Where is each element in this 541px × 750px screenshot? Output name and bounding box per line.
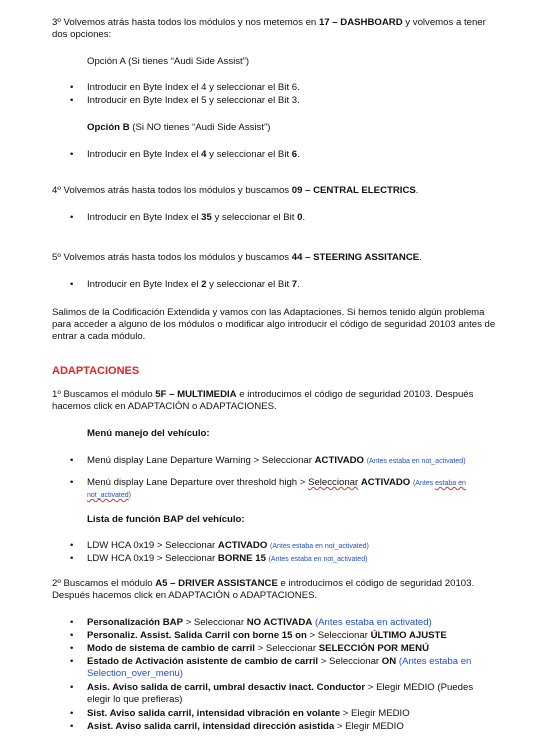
list-item: • Introducir en Byte Index el 35 y seleccionar el Bit 0. [70, 212, 306, 223]
step3-paragraph [52, 17, 497, 41]
bullet-icon: • [70, 630, 74, 641]
list-item: • Introducir en Byte Index el 5 y seleccionar el Bit 3. [70, 95, 300, 106]
module-name: 09 – CENTRAL ELECTRICS [291, 185, 416, 196]
list-item: • Personalización BAP > Seleccionar NO ACTIVADA (Antes estaba en activated) [70, 617, 432, 628]
bullet-icon: • [70, 212, 74, 223]
step5-paragraph: 5º Volvemos atrás hasta todos los módulos y buscamos 44 – STEERING ASSITANCE. [52, 252, 422, 263]
bullet-icon: • [70, 95, 74, 106]
list-item: • Introducir en Byte Index el 4 y seleccionar el Bit 6. [70, 82, 300, 93]
list-item: • Personaliz. Assist. Salida Carril con borne 15 on > Seleccionar ÚLTIMO AJUSTE [70, 630, 447, 641]
text: y volvemos a tener dos opciones: [52, 17, 486, 40]
subheading: Menú manejo del vehículo: [87, 428, 210, 439]
bullet-icon: • [70, 708, 74, 719]
adapt-step1-paragraph: 1º Buscamos el módulo 5F – MULTIMEDIA e introducimos el código de seguridad 20103. Después hacemos click en ADAPTACIÓN o ADAPTACIONES. [52, 389, 474, 412]
bullet-icon: • [70, 617, 74, 628]
bullet-icon: • [70, 82, 74, 93]
bullet-icon: • [70, 279, 74, 290]
bullet-icon: • [70, 455, 74, 466]
bullet-icon: • [70, 553, 74, 564]
bullet-icon: • [70, 656, 74, 667]
module-name: 44 – STEERING ASSITANCE [291, 252, 420, 263]
text: 3º Volvemos atrás hasta todos los módulos y nos metemos en [52, 17, 319, 28]
list-item: • LDW HCA 0x19 > Seleccionar BORNE 15 (Antes estaba en not_activated) [70, 553, 368, 564]
subheading: Lista de función BAP del vehículo: [87, 514, 245, 525]
list-item: • LDW HCA 0x19 > Seleccionar ACTIVADO (Antes estaba en not_activated) [70, 540, 369, 551]
bullet-icon: • [70, 643, 74, 654]
module-name: A5 – DRIVER ASSISTANCE [155, 578, 278, 589]
closing-paragraph: Salimos de la Codificación Extendida y vamos con las Adaptaciones. Si hemos tenido algún problema para acceder a alguno de los módulos o modificar algo introducir el código de seguridad 20103 antes de entrar a cada módulo. [52, 307, 496, 342]
list-item: • Estado de Activación asistente de cambio de carril > Seleccionar ON (Antes estaba en Selection_over_menu) [70, 656, 472, 679]
adapt-step2-paragraph: 2º Buscamos el módulo A5 – DRIVER ASSISTANCE e introducimos el código de seguridad 20103. Después hacemos click en ADAPTACIÓN o ADAPTACIONES. [52, 578, 475, 601]
list-item: • Menú display Lane Departure Warning > Seleccionar ACTIVADO (Antes estaba en not_activated) [70, 455, 466, 466]
bullet-icon: • [70, 149, 74, 160]
list-item: • Sist. Aviso salida carril, intensidad vibración en volante > Elegir MEDIO [70, 708, 410, 719]
section-heading: ADAPTACIONES [52, 365, 140, 377]
option-b-title: Opción B (Si NO tienes “Audi Side Assist”) [87, 122, 271, 133]
option-a-title: Opción A (Si tienes “Audi Side Assist”) [87, 56, 250, 67]
step4-paragraph: 4º Volvemos atrás hasta todos los módulos y buscamos 09 – CENTRAL ELECTRICS. [52, 185, 419, 196]
list-item: • Asis. Aviso salida de carril, umbral desactiv inact. Conductor > Elegir MEDIO (Puedes elegir lo que prefieras) [70, 682, 474, 705]
list-item: • Introducir en Byte Index el 2 y seleccionar el Bit 7. [70, 279, 300, 290]
list-item: • Modo de sistema de cambio de carril > Seleccionar SELECCIÓN POR MENÚ [70, 643, 430, 654]
list-item: • Menú display Lane Departure over threshold high > Seleccionar ACTIVADO (Antes estaba en not_activated) [70, 477, 466, 499]
list-item: • Asist. Aviso salida carril, intensidad dirección asistida > Elegir MEDIO [70, 721, 404, 732]
module-name: 17 – DASHBOARD [318, 17, 403, 28]
bullet-icon: • [70, 682, 74, 693]
bullet-icon: • [70, 721, 74, 732]
bullet-icon: • [70, 477, 74, 488]
bullet-icon: • [70, 540, 74, 551]
module-name: 5F – MULTIMEDIA [155, 389, 237, 400]
list-item: • Introducir en Byte Index el 4 y seleccionar el Bit 6. [70, 149, 300, 160]
